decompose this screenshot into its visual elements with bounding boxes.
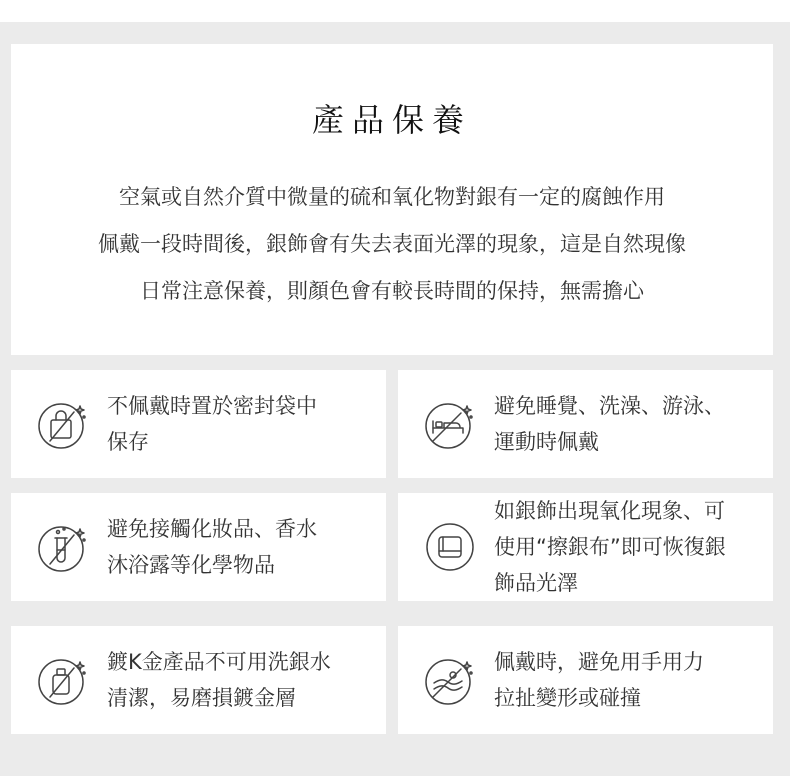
care-tip-line: 避免接觸化妝品、香水 [107, 517, 317, 541]
intro-line: 空氣或自然介質中微量的硫和氧化物對銀有一定的腐蝕作用 [119, 185, 665, 209]
bottle-icon [36, 653, 90, 707]
care-tip-line: 使用“擦銀布”即可恢復銀 [494, 535, 726, 559]
care-tip-card [11, 493, 386, 601]
care-tip-card [11, 370, 386, 478]
care-tip-text [107, 388, 376, 460]
cloth-icon [423, 520, 477, 574]
product-care-intro [11, 44, 773, 355]
care-tip-card [11, 626, 386, 734]
bed-icon [423, 397, 477, 451]
care-tip-line: 飾品光澤 [494, 571, 578, 595]
intro-text [11, 174, 773, 315]
intro-line: 佩戴一段時間後，銀飾會有失去表面光澤的現象，這是自然現像 [98, 232, 686, 256]
care-tip-card [398, 370, 773, 478]
care-tip-line: 運動時佩戴 [494, 430, 599, 454]
section-title: 產品保養 [311, 101, 472, 139]
care-tip-text [494, 644, 763, 716]
care-tip-line: 鍍K金產品不可用洗銀水 [107, 650, 331, 674]
test-tube-icon [36, 520, 90, 574]
care-tip-text [107, 644, 376, 716]
care-tip-line: 拉扯變形或碰撞 [494, 686, 641, 710]
care-tip-text [494, 493, 763, 601]
care-tip-line: 佩戴時，避免用手用力 [494, 650, 704, 674]
care-tip-line: 避免睡覺、洗澡、游泳、 [494, 394, 725, 418]
care-tip-card [398, 493, 773, 601]
shopping-bag-icon [36, 397, 90, 451]
care-tip-line: 保存 [107, 430, 149, 454]
care-tip-card [398, 626, 773, 734]
top-band [0, 0, 790, 22]
hand-pull-icon [423, 653, 477, 707]
intro-line: 日常注意保養，則顏色會有較長時間的保持，無需擔心 [140, 279, 644, 303]
care-tip-text [107, 511, 376, 583]
care-tip-text [494, 388, 763, 460]
care-tip-line: 如銀飾出現氧化現象、可 [494, 499, 725, 523]
care-tip-line: 沐浴露等化學物品 [107, 553, 275, 577]
care-tip-line: 清潔，易磨損鍍金層 [107, 686, 296, 710]
care-tip-line: 不佩戴時置於密封袋中 [107, 394, 317, 418]
